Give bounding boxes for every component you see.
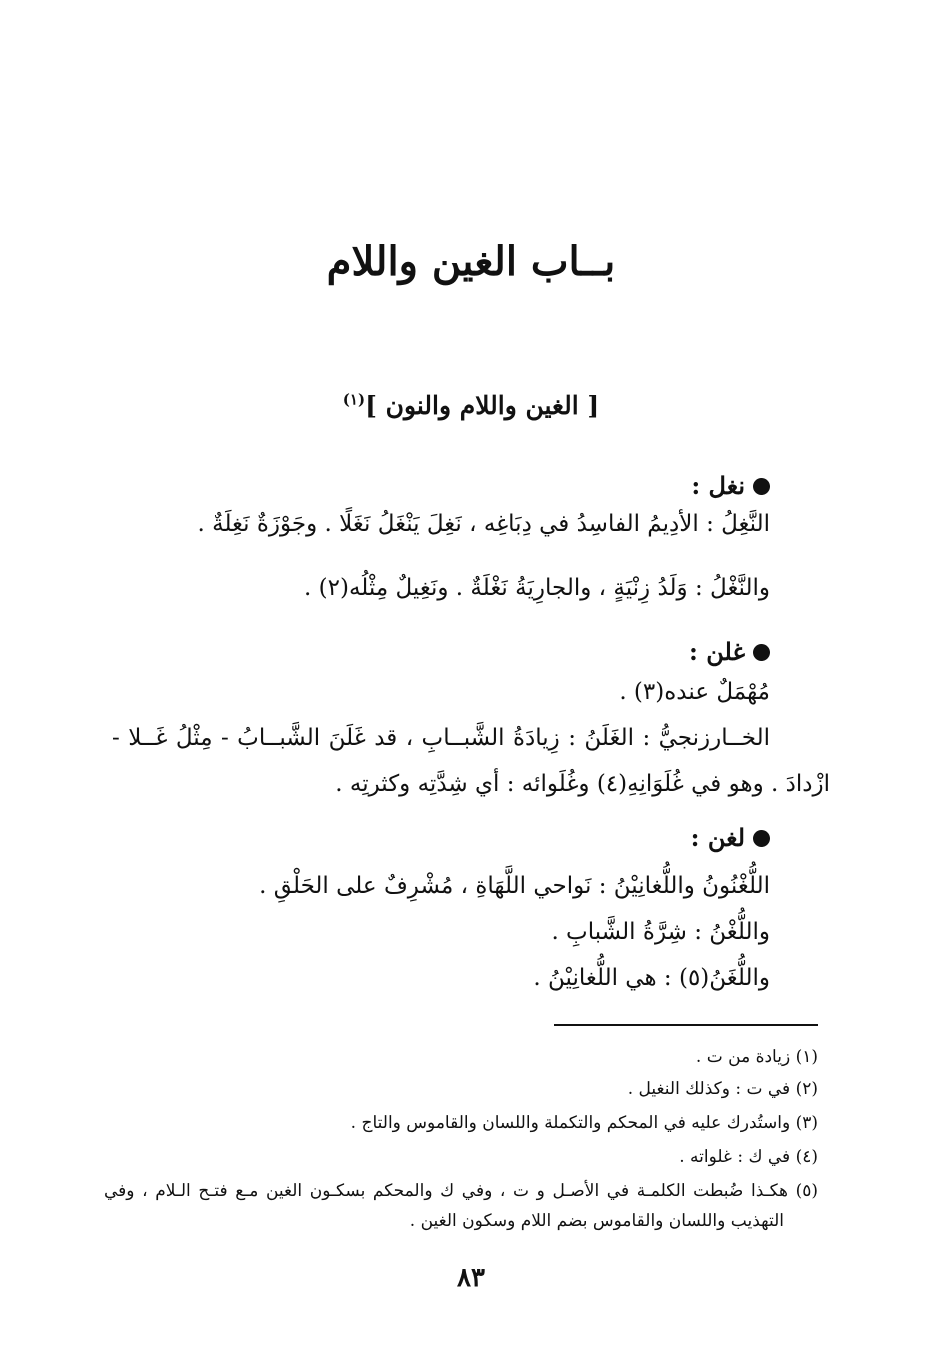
entry-line: ازْدادَ . وهو في غُلَوَانِهِ(٤) وغُلَوائه : أي شِدَّتِه وكثرتِه . (335, 771, 830, 797)
entry-line: واللُّغْنُ : شِرَّةُ الشَّبابِ . (551, 919, 770, 945)
entry-line: الخــارزنجيُّ : الغَلَنُ : زِيادَةُ الشَّبــابِ ، قد غَلَنَ الشَّبــابُ - مِثْلُ غَــلا - (112, 725, 770, 751)
entry-head-lghn (691, 818, 770, 858)
footnote-continuation: التهذيب واللسان والقاموس بضم اللام وسكون الغين . (409, 1211, 784, 1231)
entry-line: مُهْمَلٌ عنده(٣) . (619, 679, 770, 705)
entry-line: واللُّغَنُ(٥) : هي اللُّغانِيْنُ . (533, 965, 770, 991)
section-title-note-ref: (١) (342, 390, 366, 409)
footnote: (٣) واستُدرك عليه في المحكم والتكملة واللسان والقاموس والتاج . (350, 1113, 818, 1133)
section-title (0, 384, 942, 428)
bullet-icon (753, 644, 770, 661)
entry-head-label: لغن : (690, 823, 745, 852)
footnote: (٢) في ت : وكذلك النغيل . (627, 1079, 818, 1099)
chapter-title: بــاب الغين واللام (326, 238, 616, 285)
entry-line: النَّغِلُ : الأدِيمُ الفاسِدُ في دِبَاغِه ، نَغِلَ يَنْغَلُ نَغَلًا . وجَوْزَةٌ نَغِلَةٌ . (197, 511, 770, 537)
footnote-divider (554, 1024, 818, 1026)
footnote: (١) زيادة من ت . (695, 1047, 818, 1067)
entry-head-ghln (689, 632, 770, 672)
entry-head-nghl (691, 466, 770, 506)
footnote: (٥) هكـذا ضُبطت الكلمـة في الأصـل و ت ، وفي ك والمحكم بسكـون الغين مـع فتـح الـلام ، وفي (104, 1181, 818, 1201)
footnote: (٤) في ك : غلواته . (679, 1147, 818, 1167)
entry-line: والنَّغْلُ : وَلَدُ زِنْيَةٍ ، والجارِيَةُ نَغْلَةٌ . ونَغِيلٌ مِثْلُه(٢) . (304, 575, 770, 601)
bullet-icon (753, 478, 770, 495)
bullet-icon (753, 830, 770, 847)
page-number: ٨٣ (457, 1263, 485, 1293)
entry-head-label: غلن : (689, 637, 745, 666)
section-title-text: [ الغين واللام والنون ] (365, 391, 600, 420)
entry-head-label: نغل : (691, 471, 745, 500)
entry-line: اللُّغْنُونُ واللُّغانِيْنُ : نَواحي اللَّهَاةِ ، مُشْرِفٌ على الحَلْقِ . (259, 873, 770, 899)
